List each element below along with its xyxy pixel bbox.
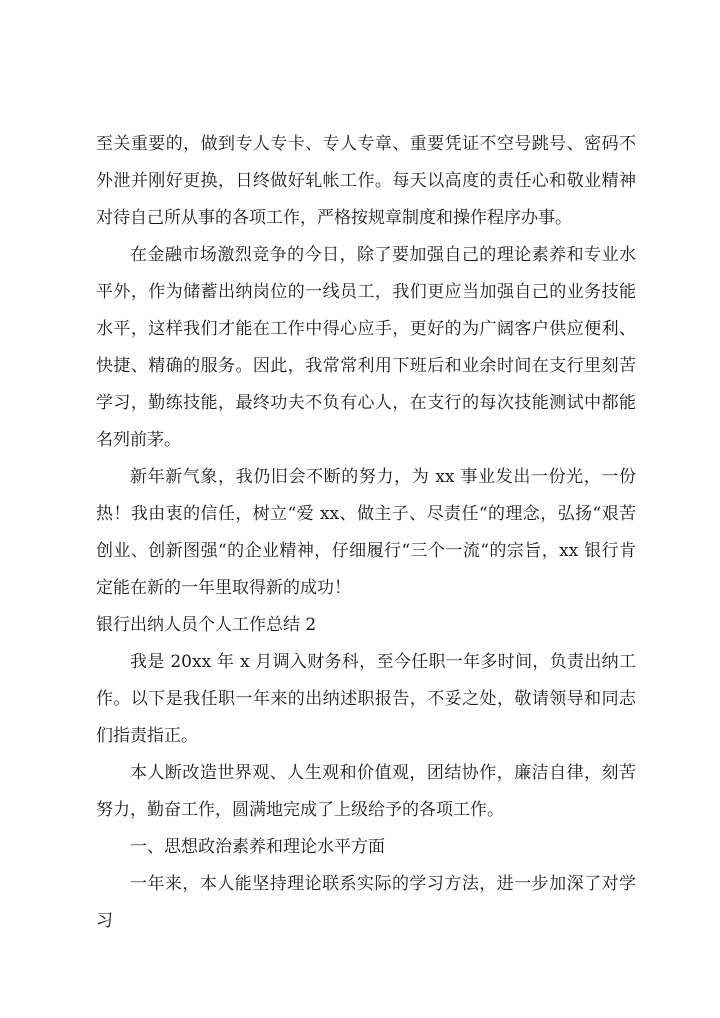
document-body [96,126,636,940]
paragraph-2: 在金融市场激烈竞争的今日，除了要加强自己的理论素养和专业水平外，作为储蓄出纳岗位的一线员工，我们更应当加强自己的业务技能水平，这样我们才能在工作中得心应手，更好的为广阔客户供应便利、快捷、精确的服务。因此，我常常利用下班后和业余时间在支行里刻苦学习，勤练技能，最终功夫不负有心人，在支行的每次技能测试中都能名列前茅。 [96,245,636,450]
paragraph-3: 新年新气象，我仍旧会不断的努力，为 xx 事业发出一份光，一份热！我由衷的信任，树立“爱 xx、做主子、尽责任“的理念，弘扬“艰苦创业、创新图强“的企业精神，仔细履行“三个一流“的宗旨，xx 银行肯定能在新的一年里取得新的成功！ [96,467,636,598]
section-title-2: 银行出纳人员个人工作总结 2 [96,615,317,635]
paragraph-1: 至关重要的，做到专人专卡、专人专章、重要凭证不空号跳号、密码不外泄并刚好更换，日终做好轧帐工作。每天以高度的责任心和敬业精神对待自己所从事的各项工作，严格按规章制度和操作程序办事。 [96,134,636,228]
paragraph-4: 我是 20xx 年 x 月调入财务科，至今任职一年多时间，负责出纳工作。以下是我任职一年来的出纳述职报告，不妥之处，敬请领导和同志们指责指正。 [96,652,636,746]
paragraph-5: 本人断改造世界观、人生观和价值观，团结协作，廉洁自律，刻苦努力，勤奋工作，圆满地完成了上级给予的各项工作。 [96,763,636,820]
subheading-1: 一、思想政治素养和理论水平方面 [130,837,385,857]
paragraph-6: 一年来，本人能坚持理论联系实际的学习方法，进一步加深了对学习 [96,874,636,931]
